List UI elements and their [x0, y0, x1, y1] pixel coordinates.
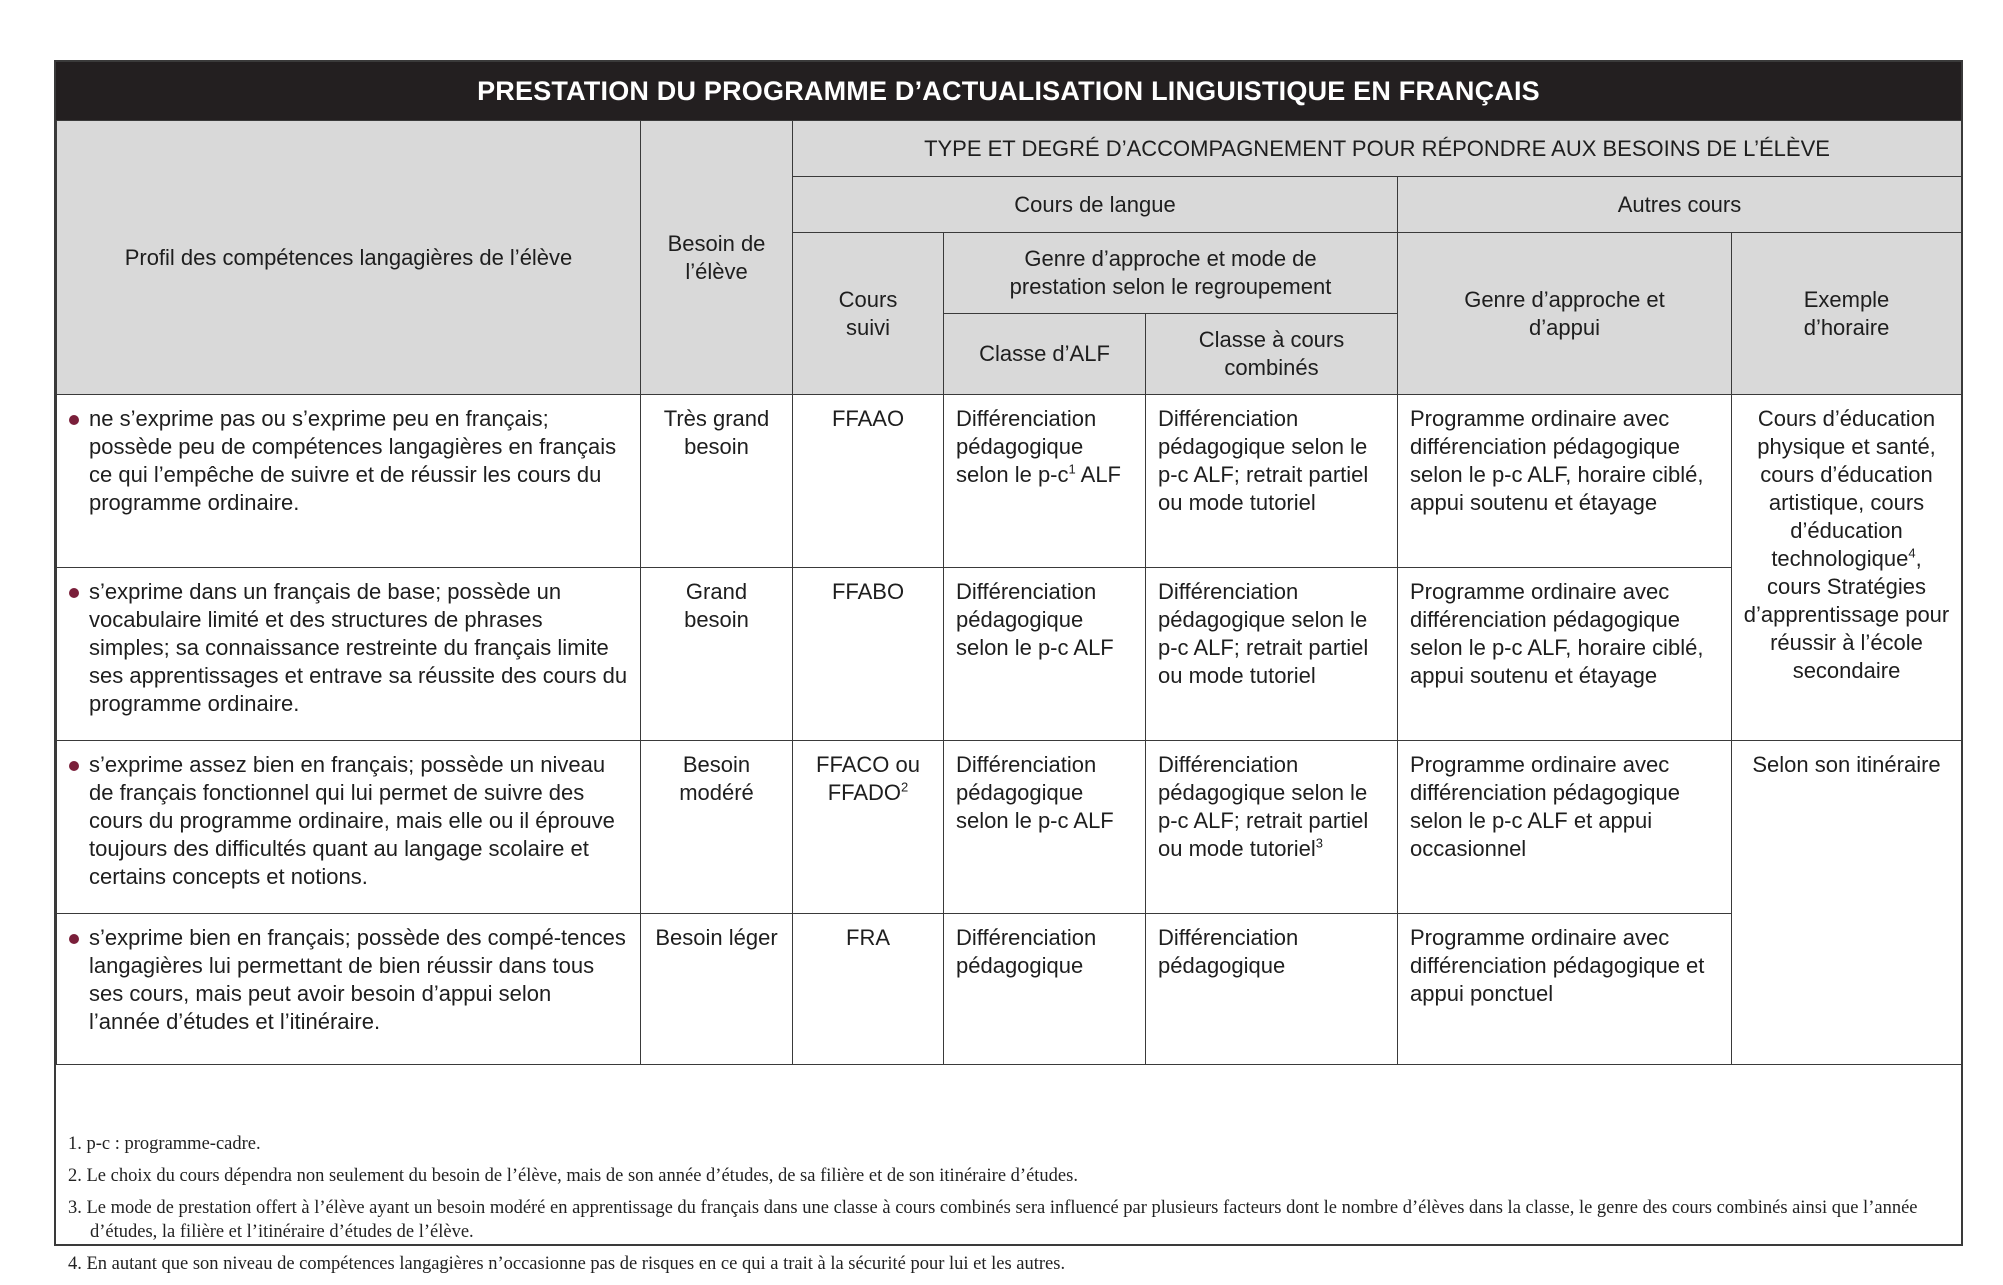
combined-cell: Différenciation pédagogique selon le p-c ALF; retrait partiel ou mode tutoriel	[1146, 568, 1398, 741]
bullet-icon	[69, 405, 79, 517]
table-row	[57, 741, 1962, 914]
header-approach-mode: Genre d’approche et mode de prestation selon le regroupement	[944, 233, 1398, 314]
header-schedule-example: Exemple d’horaire	[1732, 233, 1962, 395]
support-cell: Programme ordinaire avec différenciation pédagogique selon le p-c ALF, horaire ciblé, appui soutenu et étayage	[1398, 568, 1732, 741]
footnote: 3. Le mode de prestation offert à l’élève ayant un besoin modéré en apprentissage du français dans une classe à cours combinés sera influencé par plusieurs facteurs dont le nombre d’élèves dans la classe, le genre des cours combinés ainsi que l’année d’études, la filière et l’itinéraire d’études de l’élève.	[68, 1198, 1918, 1242]
support-cell: Programme ordinaire avec différenciation pédagogique et appui ponctuel	[1398, 914, 1732, 1065]
schedule-text: Cours d’éducation physique et santé, cours d’éducation artistique, cours d’éducation technologique	[1757, 406, 1936, 571]
combined-cell: Différenciation pédagogique selon le p-c ALF; retrait partiel ou mode tutoriel	[1146, 395, 1398, 568]
schedule-text-end: , cours Stratégies d’apprentissage pour réussir à l’école secondaire	[1743, 546, 1950, 683]
header-profile: Profil des compétences langagières de l’élève	[57, 121, 641, 395]
header-course-taken: Cours suivi	[793, 233, 944, 395]
combined-text: Différenciation pédagogique selon le p-c ALF; retrait partiel ou mode tutoriel	[1158, 752, 1369, 861]
alf-cell: Différenciation pédagogique selon le p-c ALF	[944, 568, 1146, 741]
need-cell: Grand besoin	[641, 568, 793, 741]
program-delivery-table	[56, 120, 1962, 1065]
profile-text: s’exprime assez bien en français; possède un niveau de français fonctionnel qui lui permet de suivre des cours du programme ordinaire, mais elle ou il éprouve toujours des difficultés quant au langage scolaire et certains concepts et notions.	[89, 752, 615, 889]
header-language-courses: Cours de langue	[793, 177, 1398, 233]
table-title: PRESTATION DU PROGRAMME D’ACTUALISATION LINGUISTIQUE EN FRANÇAIS	[56, 62, 1961, 120]
alf-cell	[944, 395, 1146, 568]
table-row	[57, 395, 1962, 568]
footnote-ref: 4	[1908, 545, 1916, 561]
course-cell: FRA	[793, 914, 944, 1065]
footnote: 1. p-c : programme-cadre.	[68, 1134, 261, 1154]
support-cell: Programme ordinaire avec différenciation pédagogique selon le p-c ALF, horaire ciblé, appui soutenu et étayage	[1398, 395, 1732, 568]
footnote-ref: 2	[901, 779, 909, 795]
profile-cell	[57, 395, 641, 568]
alf-cell: Différenciation pédagogique	[944, 914, 1146, 1065]
schedule-cell: Selon son itinéraire	[1732, 741, 1962, 1065]
profile-text: ne s’exprime pas ou s’exprime peu en français; possède peu de compétences langagières en français ce qui l’empêche de suivre et de réussir les cours du programme ordinaire.	[89, 406, 617, 515]
combined-cell: Différenciation pédagogique	[1146, 914, 1398, 1065]
profile-cell	[57, 914, 641, 1065]
program-table-frame	[54, 60, 1963, 1274]
header-approach-support: Genre d’approche et d’appui	[1398, 233, 1732, 395]
header-other-courses: Autres cours	[1398, 177, 1962, 233]
header-alf-class: Classe d’ALF	[944, 314, 1146, 395]
course-cell	[793, 741, 944, 914]
table-row	[57, 914, 1962, 1065]
schedule-cell	[1732, 395, 1962, 741]
header-need: Besoin de l’élève	[641, 121, 793, 395]
footnote: 4. En autant que son niveau de compétences langagières n’occasionne pas de risques en ce qui a trait à la sécurité pour lui et les autres.	[68, 1254, 1066, 1274]
alf-cell: Différenciation pédagogique selon le p-c ALF	[944, 741, 1146, 914]
course-cell: FFAAO	[793, 395, 944, 568]
alf-text: Différenciation pédagogique selon le p-c	[956, 406, 1097, 487]
header-combined-class: Classe à cours combinés	[1146, 314, 1398, 395]
need-cell: Besoin modéré	[641, 741, 793, 914]
need-cell: Très grand besoin	[641, 395, 793, 568]
table-row	[57, 568, 1962, 741]
header-type-degree: TYPE ET DEGRÉ D’ACCOMPAGNEMENT POUR RÉPONDRE AUX BESOINS DE L’ÉLÈVE	[793, 121, 1962, 177]
combined-cell	[1146, 741, 1398, 914]
profile-text: s’exprime bien en français; possède des compé-tences langagières lui permettant de bien réussir dans tous ses cours, mais peut avoir besoin d’appui selon l’année d’études et l’itinéraire.	[89, 925, 626, 1034]
course-text: FFACO ou FFADO	[816, 752, 920, 805]
course-cell: FFABO	[793, 568, 944, 741]
footnote-ref: 1	[1068, 461, 1076, 477]
need-cell: Besoin léger	[641, 914, 793, 1065]
profile-cell	[57, 568, 641, 741]
profile-cell	[57, 741, 641, 914]
bullet-icon	[69, 751, 79, 891]
bullet-icon	[69, 578, 79, 718]
footnote: 2. Le choix du cours dépendra non seulement du besoin de l’élève, mais de son année d’études, de sa filière et de son itinéraire d’études.	[68, 1166, 1078, 1186]
bullet-icon	[69, 924, 79, 1036]
footnotes	[56, 1120, 1973, 1284]
alf-text-end: ALF	[1075, 462, 1121, 487]
profile-text: s’exprime dans un français de base; possède un vocabulaire limité et des structures de phrases simples; sa connaissance restreinte du français limite ses apprentissages et entrave sa réussite des cours du programme ordinaire.	[89, 579, 628, 716]
support-cell: Programme ordinaire avec différenciation pédagogique selon le p-c ALF et appui occasionnel	[1398, 741, 1732, 914]
footnote-ref: 3	[1315, 835, 1323, 851]
